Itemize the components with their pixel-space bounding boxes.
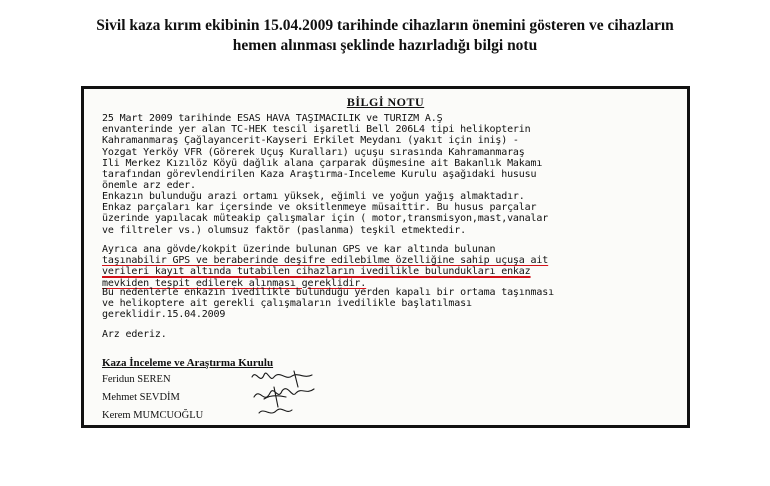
committee-name: Kaza İnceleme ve Araştırma Kurulu	[102, 357, 274, 369]
highlighted-line: verileri kayıt altında tutabilen cihazların ivedilikle bulundukları enkaz	[102, 266, 531, 278]
closing-text: Arz ederiz.	[102, 329, 167, 340]
paragraph-line: Ayrıca ana gövde/kokpit üzerinde bulunan GPS ve kar altında bulunan	[102, 244, 496, 255]
paragraph-line: ve filtreler vs.) olumsuz faktör (paslanma) teşkil etmektedir.	[102, 224, 466, 236]
image-caption	[0, 16, 770, 56]
paragraph-line: önemle arz eder.	[102, 180, 196, 192]
paragraph-1	[102, 113, 674, 191]
paragraph-line: ve helikoptere ait gerekli çalışmaların ivedilikle başlatılması	[102, 298, 472, 310]
paragraph-line: Kahramanmaraş Çağlayancerit-Kayseri Erkilet Meydanı (yakıt için iniş) -	[102, 135, 519, 147]
signature-3	[259, 409, 292, 413]
signature-2	[254, 387, 314, 407]
paragraph-2	[102, 191, 674, 236]
paragraph-line: Enkaz parçaları kar içersinde ve oksitlenmeye müsaittir. Bu husus parçalar	[102, 202, 537, 214]
paragraph-line: tarafından görevlendirilen Kaza Araştırma-İnceleme Kurulu aşağıdaki hususu	[102, 169, 537, 181]
document-title: BİLGİ NOTU	[346, 95, 425, 109]
paragraph-line: İli Merkez Kızılöz Köyü dağlık alana çarparak düşmesine ait Bakanlık Makamı	[102, 157, 543, 169]
paragraph-line: Bu nedenlerle enkazın ivedilikle bulunduğu yerden kapalı bir ortama taşınması	[102, 287, 555, 298]
paragraph-line: üzerinde yapılacak müteakip çalışmalar için ( motor,transmisyon,mast,vanalar	[102, 213, 549, 225]
highlighted-line: mevkiden tespit edilerek alınması gereklidir.	[102, 277, 367, 289]
signature-1	[252, 371, 312, 387]
paragraph-line: envanterinde yer alan TC-HEK tescil işaretli Bell 206L4 tipi helikopterin	[102, 124, 531, 136]
paragraph-line: gereklidir.15.04.2009	[102, 309, 226, 321]
paragraph-line: 25 Mart 2009 tarihinde ESAS HAVA TAŞIMACILIK ve TURİZM A.Ş	[102, 113, 443, 124]
paragraph-3	[102, 244, 674, 289]
handwritten-signatures	[234, 365, 384, 425]
member-name: Feridun SEREN	[102, 374, 171, 385]
paragraph-line: Enkazın bulunduğu arazi ortamı yüksek, eğimli ve yoğun yağış almaktadır.	[102, 191, 525, 202]
paragraph-4	[102, 287, 674, 321]
member-name: Kerem MUMCUOĞLU	[102, 410, 204, 421]
paragraph-line: Yozgat Yerköy VFR (Görerek Uçuş Kuralları) uçuşu sırasında Kahramanmaraş	[102, 146, 525, 158]
scanned-document	[81, 86, 690, 428]
member-name: Mehmet SEVDİM	[102, 392, 180, 403]
caption-line-1: Sivil kaza kırım ekibinin 15.04.2009 tarihinde cihazların önemini gösteren ve cihazların	[96, 17, 674, 34]
highlighted-line: taşınabilir GPS ve beraberinde deşifre edilebilme özelliğine sahip uçuşa ait	[102, 255, 549, 267]
caption-line-2: hemen alınması şeklinde hazırladığı bilgi notu	[232, 37, 538, 54]
